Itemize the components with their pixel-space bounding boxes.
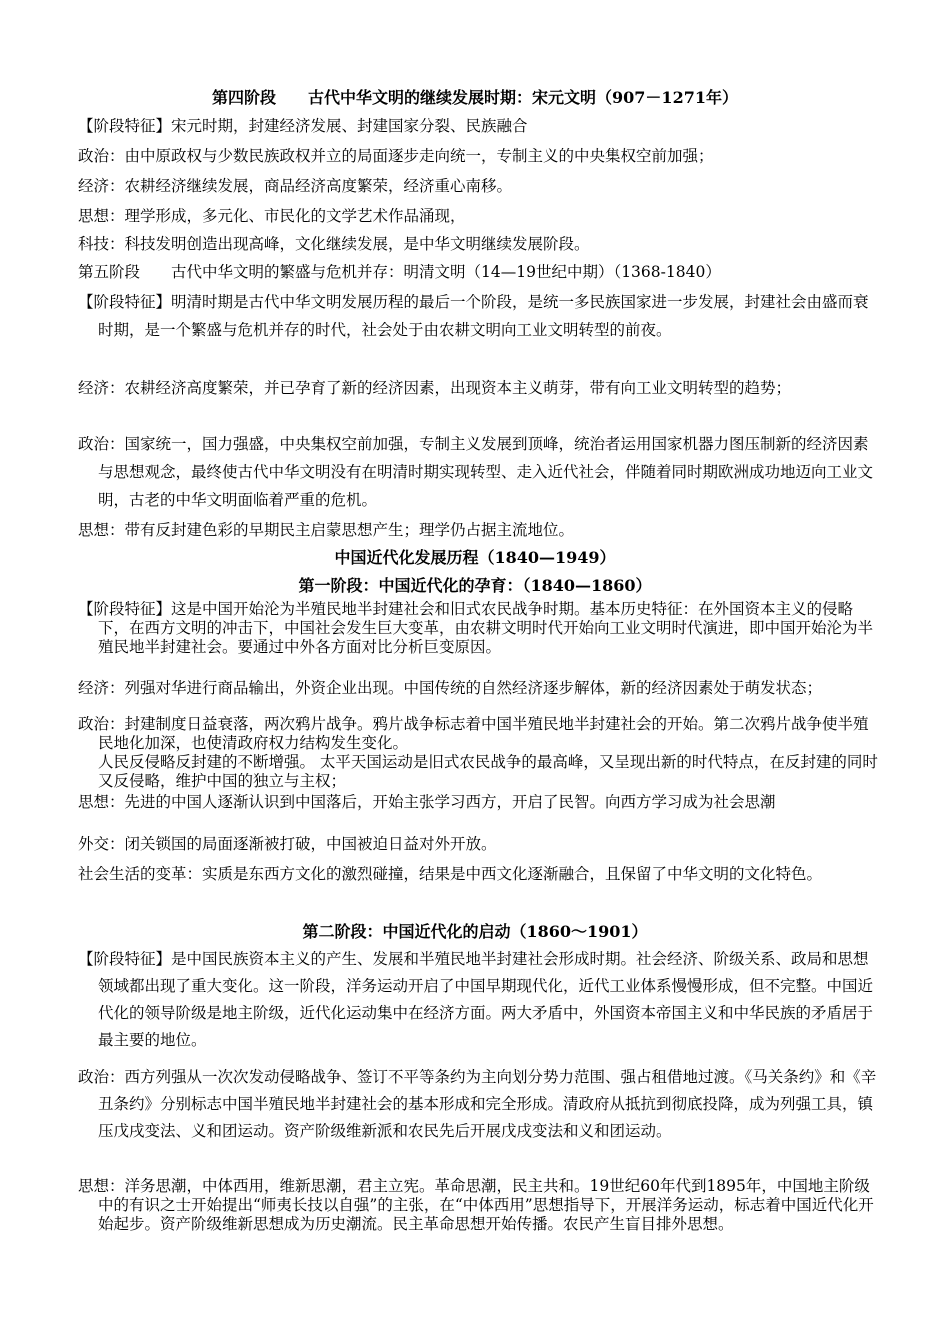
phase1-title: 第一阶段：中国近代化的孕育：（1840—1860） — [298, 576, 652, 595]
stage5-feature: 【阶段特征】明清时期是古代中华文明发展历程的最后一个阶段，是统一多民族国家进一步发展，封建社会由盛而衰时期，是一个繁盛与危机并存的时代，社会处于由农耕文明向工业文明转型的前夜。 — [78, 293, 869, 339]
stage4-feature: 【阶段特征】宋元时期，封建经济发展、封建国家分裂、民族融合 — [78, 117, 528, 135]
stage4-economy: 经济：农耕经济继续发展，商品经济高度繁荣，经济重心南移。 — [78, 177, 513, 195]
stage4-politics: 政治：由中原政权与少数民族政权并立的局面逐步走向统一，专制主义的中央集权空前加强； — [78, 147, 714, 165]
phase1-society: 社会生活的变革：实质是东西方文化的激烈碰撞，结果是中西文化逐渐融合，且保留了中华文明的文化特色。 — [78, 865, 823, 883]
stage5-thought: 思想：带有反封建色彩的早期民主启蒙思想产生；理学仍占据主流地位。 — [78, 521, 575, 539]
modern-title: 中国近代化发展历程（1840—1949） — [334, 548, 616, 567]
stage4-tech: 科技：科技发明创造出现高峰，文化继续发展，是中华文明继续发展阶段。 — [78, 235, 590, 253]
stage5-economy: 经济：农耕经济高度繁荣，并已孕育了新的经济因素，出现资本主义萌芽，带有向工业文明转型的趋势； — [78, 379, 792, 397]
phase2-thought: 思想：洋务思潮，中体西用，维新思潮，君主立宪。革命思潮，民主共和。19世纪60年代到1895年，中国地主阶级中的有识之士开始提出“师夷长技以自强”的主张，在“中体西用”思想指导下，开展洋务运动，标志着中国近代化开始起步。资产阶级维新思想成为历史潮流。民主革命思想开始传播。农民产生盲目排外思想。 — [78, 1177, 874, 1233]
phase1-politics-1: 政治：封建制度日益衰落，两次鸦片战争。鸦片战争标志着中国半殖民地半封建社会的开始。第二次鸦片战争使半殖民地化加深，也使清政府权力结构发生变化。 — [78, 715, 869, 752]
phase1-diplomacy: 外交：闭关锁国的局面逐渐被打破，中国被迫日益对外开放。 — [78, 835, 497, 853]
stage5-politics: 政治：国家统一，国力强盛，中央集权空前加强，专制主义发展到顶峰，统治者运用国家机器力图压制新的经济因素与思想观念，最终使古代中华文明没有在明清时期实现转型、走入近代社会，伴随着同时期欧洲成功地迈向工业文明，古老的中华文明面临着严重的危机。 — [78, 435, 874, 509]
phase1-politics-2: 人民反侵略反封建的不断增强。 太平天国运动是旧式农民战争的最高峰，又呈现出新的时代特点，在反封建的同时又反侵略，维护中国的独立与主权； — [98, 753, 878, 790]
phase1-economy: 经济：列强对华进行商品输出，外资企业出现。中国传统的自然经济逐步解体，新的经济因素处于萌发状态； — [78, 679, 823, 697]
stage4-thought: 思想：理学形成，多元化、市民化的文学艺术作品涌现， — [78, 207, 466, 225]
phase2-feature: 【阶段特征】是中国民族资本主义的产生、发展和半殖民地半封建社会形成时期。社会经济、阶级关系、政局和思想领域都出现了重大变化。这一阶段，洋务运动开启了中国早期现代化，近代工业体系慢慢形成，但不完整。中国近代化的领导阶级是地主阶级，近代化运动集中在经济方面。两大矛盾中，外国资本帝国主义和中华民族的矛盾居于最主要的地位。 — [78, 950, 874, 1049]
stage4-title: 第四阶段 古代中华文明的继续发展时期：宋元文明（907－1271年） — [212, 88, 738, 107]
phase2-politics: 政治：西方列强从一次次发动侵略战争、签订不平等条约为主向划分势力范围、强占租借地过渡。《马关条约》和《辛丑条约》分别标志中国半殖民地半封建社会的基本形成和完全形成。清政府从抵抗到彻底投降，成为列强工具，镇压戊戌变法、义和团运动。资产阶级维新派和农民先后开展戊戌变法和义和团运动。 — [78, 1068, 877, 1140]
phase1-thought: 思想：先进的中国人逐渐认识到中国落后，开始主张学习西方，开启了民智。向西方学习成为社会思潮 — [78, 793, 776, 811]
stage5-title: 第五阶段 古代中华文明的繁盛与危机并存：明清文明（14—19世纪中期）（1368-1840） — [78, 263, 721, 281]
phase2-title: 第二阶段：中国近代化的启动（1860～1901） — [302, 922, 648, 941]
phase1-feature: 【阶段特征】这是中国开始沦为半殖民地半封建社会和旧式农民战争时期。基本历史特征：在外国资本主义的侵略下，在西方文明的冲击下，中国社会发生巨大变革，由农耕文明时代开始向工业文明时代演进，即中国开始沦为半殖民地半封建社会。要通过中外各方面对比分析巨变原因。 — [78, 600, 874, 656]
